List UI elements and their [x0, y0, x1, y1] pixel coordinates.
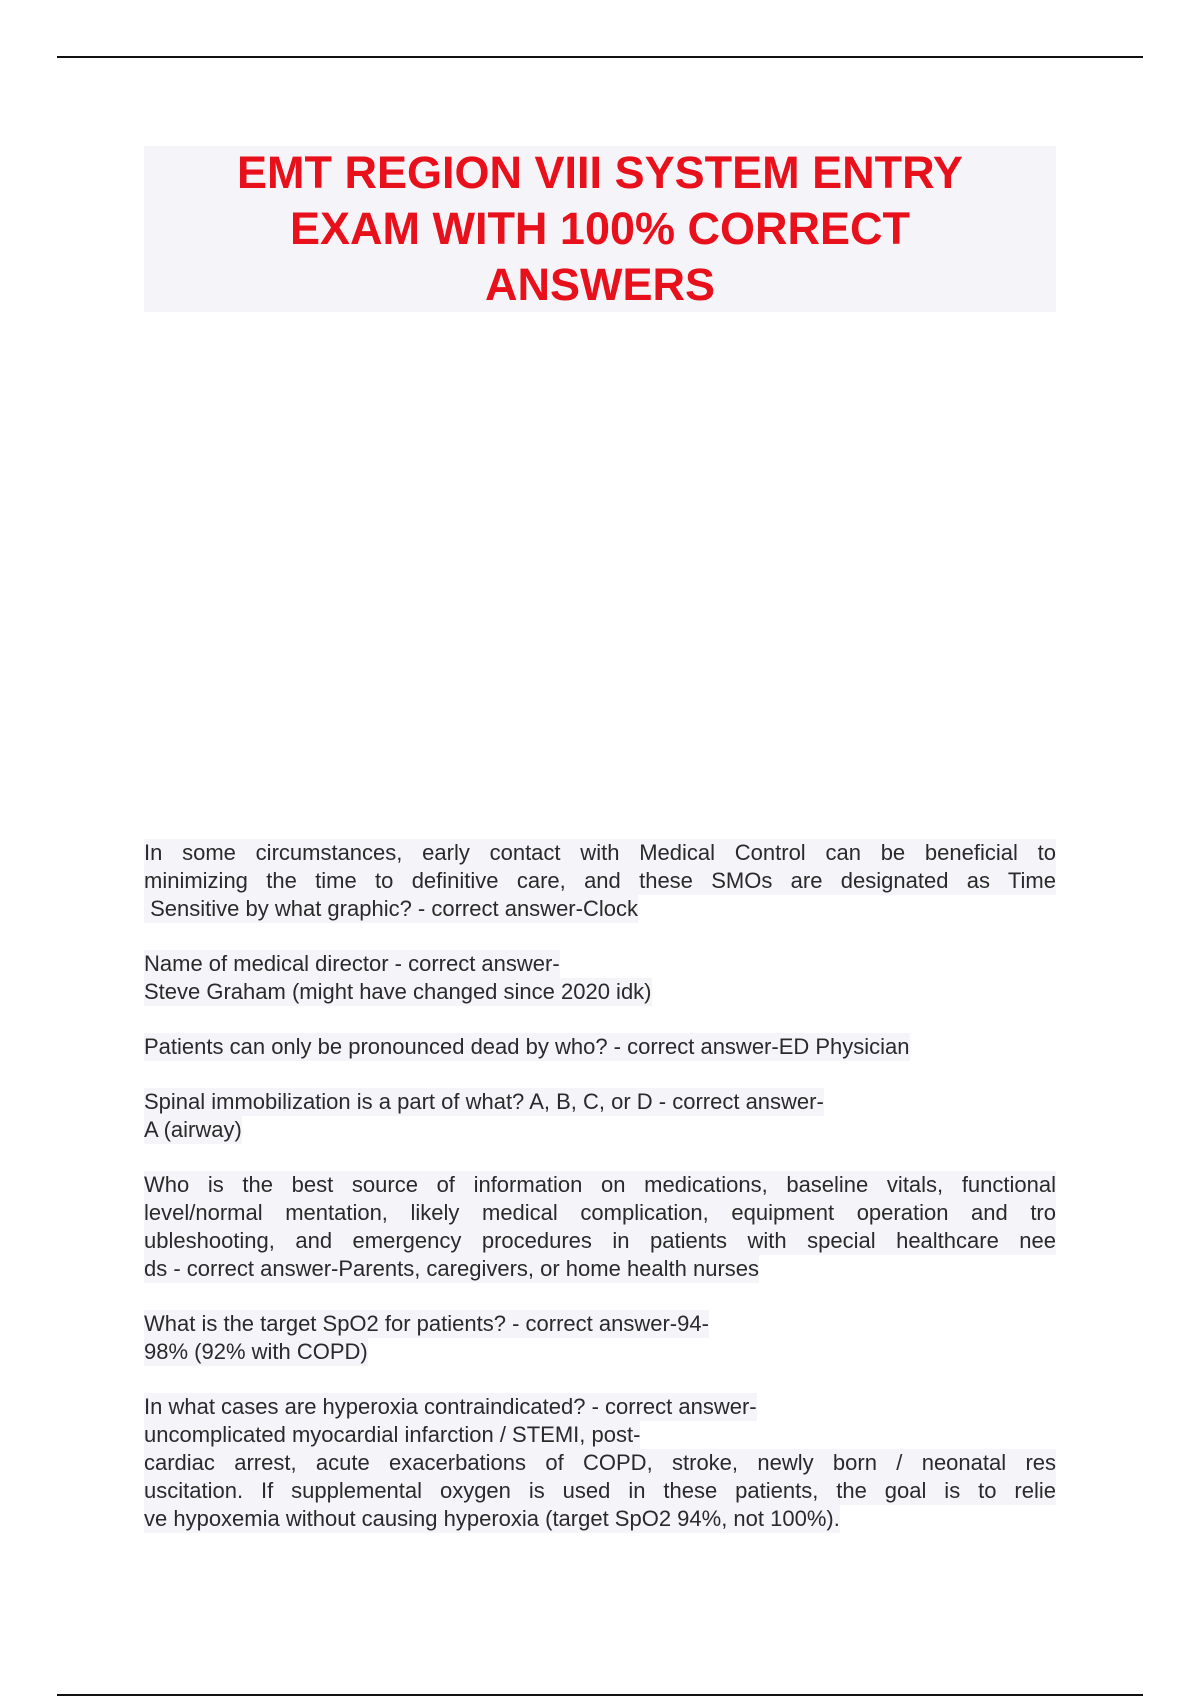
qa-line: level/normal mentation, likely medical complication, equipment operation and tro	[144, 1200, 1056, 1225]
qa-item	[144, 950, 1056, 1006]
title-line-3: ANSWERS	[484, 259, 715, 310]
qa-line: Spinal immobilization is a part of what? A, B, C, or D - correct answer-	[144, 1089, 824, 1114]
bottom-rule	[57, 1694, 1143, 1696]
qa-line: uscitation. If supplemental oxygen is used in these patients, the goal is to relie	[144, 1478, 1056, 1503]
qa-line: In what cases are hyperoxia contraindicated? - correct answer-	[144, 1394, 757, 1419]
qa-line: In some circumstances, early contact with Medical Control can be beneficial to	[144, 840, 1056, 865]
qa-line: A (airway)	[144, 1117, 242, 1142]
qa-line: Who is the best source of information on medications, baseline vitals, functional	[144, 1172, 1056, 1197]
qa-line: ubleshooting, and emergency procedures in patients with special healthcare nee	[144, 1228, 1056, 1253]
title-box	[144, 146, 1056, 312]
qa-list	[144, 839, 1056, 1560]
qa-line: Patients can only be pronounced dead by who? - correct answer-ED Physician	[144, 1034, 910, 1059]
qa-item	[144, 839, 1056, 923]
qa-line: uncomplicated myocardial infarction / STEMI, post-	[144, 1422, 641, 1447]
qa-item	[144, 1171, 1056, 1283]
qa-item	[144, 1033, 1056, 1061]
qa-line: 98% (92% with COPD)	[144, 1339, 368, 1364]
qa-line: cardiac arrest, acute exacerbations of COPD, stroke, newly born / neonatal res	[144, 1450, 1056, 1475]
title-line-2: EXAM WITH 100% CORRECT	[289, 203, 911, 254]
top-rule	[57, 56, 1143, 58]
qa-line: ve hypoxemia without causing hyperoxia (target SpO2 94%, not 100%).	[144, 1506, 840, 1531]
qa-item	[144, 1393, 1056, 1533]
qa-line: Steve Graham (might have changed since 2020 idk)	[144, 979, 652, 1004]
qa-item	[144, 1310, 1056, 1366]
qa-line: ds - correct answer-Parents, caregivers, or home health nurses	[144, 1256, 760, 1281]
qa-line: minimizing the time to definitive care, and these SMOs are designated as Time	[144, 868, 1056, 893]
qa-line: What is the target SpO2 for patients? - correct answer-94-	[144, 1311, 709, 1336]
qa-line: Name of medical director - correct answer-	[144, 951, 560, 976]
qa-line: Sensitive by what graphic? - correct answer-Clock	[144, 896, 638, 921]
qa-item	[144, 1088, 1056, 1144]
title-line-1: EMT REGION VIII SYSTEM ENTRY	[237, 147, 963, 198]
